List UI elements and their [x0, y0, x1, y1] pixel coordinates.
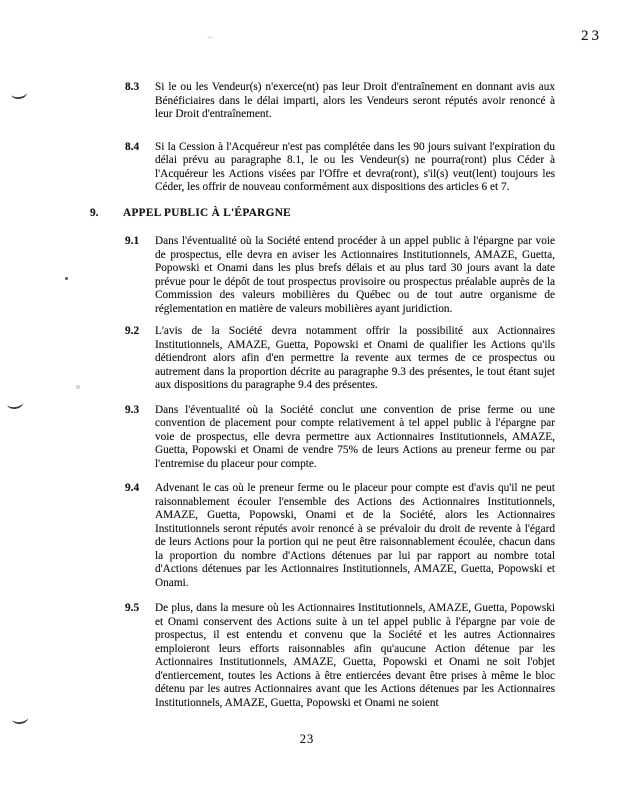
- section-title: APPEL PUBLIC À L'ÉPARGNE: [123, 206, 291, 219]
- scan-artifact-ink-crescent-bottom: [11, 712, 28, 725]
- scan-artifact-ink-crescent-top: [10, 87, 27, 100]
- clause-9-5: [125, 602, 556, 710]
- clause-number: 8.4: [125, 140, 140, 153]
- clause-text: De plus, dans la mesure où les Actionnaires Institutionnels, AMAZE, Guetta, Popowski et Onami conservent des Actions suite à un tel appel public à l'épargne par voie de prospectus, il est entendu et convenu que la Société et les autres Actionnaires emploieront leurs efforts raisonnables afin qu'aucune Action détenue par les Actionnaires Institutionnels, AMAZE, Guetta, Popowski et Onami ne soit l'objet d'entiercement, toutes les Actions à être entiercées devant être prises à même le bloc détenu par les autres Actionnaires avant que les Actions détenues par les Actionnaires Institutionnels, AMAZE, Guetta, Popowski et Onami ne soient: [155, 602, 555, 709]
- clause-8-3: [125, 81, 556, 122]
- scan-artifact-faint-mark: [76, 385, 80, 389]
- clause-text: Advenant le cas où le preneur ferme ou le placeur pour compte est d'avis qu'il ne peut raisonnablement écouler l'ensemble des Actions des Actionnaires Institutionnels, AMAZE, Guetta, Popowski, Onami et de la Société, alors les Actionnaires Institutionnels seront réputés avoir renoncé à se prévaloir du droit de revente à l'égard de leurs Actions pour la portion qui ne peut être raisonnablement écoulée, chacun dans la proportion du nombre d'Actions détenues par lui par rapport au nombre total d'Actions détenues par les Actionnaires Institutionnels, AMAZE, Guetta, Popowski et Onami.: [155, 482, 555, 589]
- clause-8-4: [125, 141, 556, 195]
- clause-number: 8.3: [125, 81, 140, 93]
- clause-text: L'avis de la Société devra notamment offrir la possibilité aux Actionnaires Institutionnels, AMAZE, Guetta, Popowski et Onami de qualifier les Actions qu'ils détiendront alors afin d'en permettre la revente aux termes de ce prospectus ou autrement dans la proportion décrite au paragraphe 9.3 des présentes, le tout étant sujet aux dispositions du paragraphe 9.4 des présentes.: [155, 325, 555, 391]
- clause-number: 9.2: [125, 325, 140, 337]
- clause-9-4: [125, 482, 556, 590]
- scan-artifact-ink-speck: [65, 277, 68, 280]
- clause-9-1: [125, 235, 556, 316]
- clause-number: 9.3: [125, 403, 140, 416]
- clause-number: 9.4: [125, 482, 140, 494]
- clause-text: Dans l'éventualité où la Société conclut une convention de prise ferme ou une convention de placement pour compte relativement à tel appel public à l'épargne par voie de prospectus, elle devra permettre aux Actionnaires Institutionnels, AMAZE, Guetta, Popowski et Onami de vendre 75% de leurs Actions au preneur ferme ou par l'entremise du placeur pour compte.: [155, 403, 555, 470]
- clause-number: 9.5: [125, 602, 140, 614]
- clause-number: 9.1: [125, 235, 140, 247]
- section-9-heading: [90, 207, 556, 221]
- document-body: [90, 81, 556, 710]
- clause-text: Si le ou les Vendeur(s) n'exerce(nt) pas leur Droit d'entraînement en donnant avis aux Bénéficiaires dans le délai imparti, alors les Vendeurs seront réputés avoir renoncé à leur Droit d'entraînement.: [155, 81, 555, 120]
- scan-artifact-smudge: [207, 36, 213, 39]
- clause-text: Si la Cession à l'Acquéreur n'est pas complétée dans les 90 jours suivant l'expiration du délai prévu au paragraphe 8.1, le ou les Vendeur(s) ne pourra(ront) plus Céder à l'Acquéreur les Actions visées par l'Offre et devra(ront), s'il(s) veut(lent) toujours les Céder, les offrir de nouveau conformément aux dispositions des articles 6 et 7.: [155, 140, 555, 193]
- page-number-bottom: 23: [299, 732, 315, 746]
- section-number: 9.: [90, 206, 99, 219]
- scan-artifact-ink-crescent-middle: [6, 397, 23, 410]
- page-number-top: 23: [581, 28, 602, 44]
- clause-9-3: [125, 404, 556, 472]
- clause-9-2: [125, 325, 556, 393]
- clause-text: Dans l'éventualité où la Société entend procéder à un appel public à l'épargne par voie de prospectus, elle devra en aviser les Actionnaires Institutionnels, AMAZE, Guetta, Popowski et Onami dans les plus brefs délais et au plus tard 30 jours avant la date prévue pour le dépôt de tout prospectus provisoire ou prospectus préalable auprès de la Commission des valeurs mobilières du Québec ou de tout autre organisme de réglementation en matière de valeurs mobilières ayant juridiction.: [155, 235, 555, 315]
